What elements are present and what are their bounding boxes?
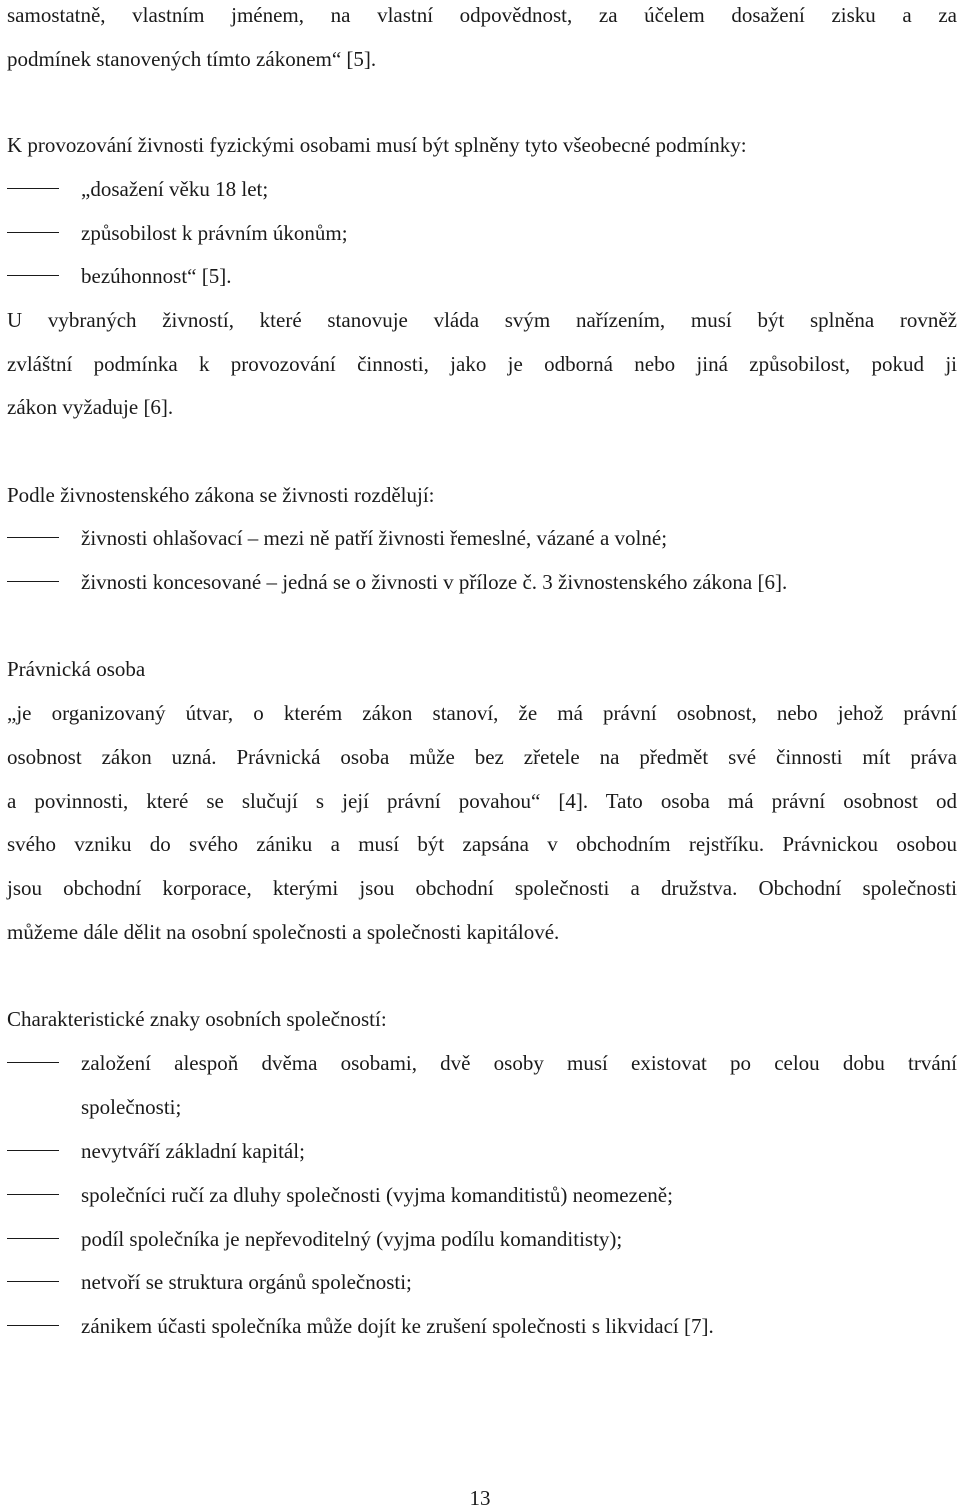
dash-bullet <box>7 1269 59 1295</box>
paragraph-line: U vybraných živností, které stanovuje vláda svým nařízením, musí být splněna rovněž <box>7 308 957 332</box>
dash-bullet <box>7 1313 59 1339</box>
division-heading: Podle živnostenského zákona se živnosti rozdělují: <box>7 483 435 507</box>
dash-bullet <box>7 1182 59 1208</box>
paragraph-line: „je organizovaný útvar, o kterém zákon stanoví, že má právní osobnost, nebo jehož právní <box>7 701 957 725</box>
legal-entity-heading: Právnická osoba <box>7 657 146 681</box>
dash-bullet <box>7 569 59 595</box>
list-item: bezúhonnost“ [5]. <box>81 264 232 288</box>
characteristics-heading: Charakteristické znaky osobních společností: <box>7 1007 387 1031</box>
list-item: živnosti koncesované – jedná se o živnosti v příloze č. 3 živnostenského zákona [6]. <box>81 570 788 594</box>
paragraph-line: jsou obchodní korporace, kterými jsou obchodní společnosti a družstva. Obchodní společnosti <box>7 876 957 900</box>
list-item: založení alespoň dvěma osobami, dvě osoby musí existovat po celou dobu trvání <box>81 1051 957 1075</box>
paragraph-line: můžeme dále dělit na osobní společnosti a společnosti kapitálové. <box>7 920 560 944</box>
list-item: zánikem účasti společníka může dojít ke zrušení společnosti s likvidací [7]. <box>81 1314 714 1338</box>
paragraph-line: zvláštní podmínka k provozování činnosti, jako je odborná nebo jiná způsobilost, pokud ji <box>7 352 957 376</box>
paragraph-line: osobnost zákon uzná. Právnická osoba může bez zřetele na předmět své činnosti mít práva <box>7 745 957 769</box>
paragraph-line: svého vzniku do svého zániku a musí být zapsána v obchodním rejstříku. Právnickou osobou <box>7 832 957 856</box>
dash-bullet <box>7 1138 59 1164</box>
list-item: podíl společníka je nepřevoditelný (vyjma podílu komanditisty); <box>81 1227 623 1251</box>
dash-bullet <box>7 1050 59 1076</box>
list-item: netvoří se struktura orgánů společnosti; <box>81 1270 412 1294</box>
paragraph-line: podmínek stanovených tímto zákonem“ [5]. <box>7 47 377 71</box>
page-number: 13 <box>469 1486 491 1510</box>
list-item: živnosti ohlašovací – mezi ně patří živnosti řemeslné, vázané a volné; <box>81 526 668 550</box>
conditions-heading: K provozování živnosti fyzickými osobami musí být splněny tyto všeobecné podmínky: <box>7 133 747 157</box>
list-item: „dosažení věku 18 let; <box>81 177 269 201</box>
list-item: způsobilost k právním úkonům; <box>81 221 348 245</box>
list-item-continuation: společnosti; <box>81 1095 182 1119</box>
paragraph-line: samostatně, vlastním jménem, na vlastní odpovědnost, za účelem dosažení zisku a za <box>7 3 957 27</box>
dash-bullet <box>7 220 59 246</box>
paragraph-line: a povinnosti, které se slučují s její právní povahou“ [4]. Tato osoba má právní osobnost od <box>7 789 957 813</box>
paragraph-line: zákon vyžaduje [6]. <box>7 395 174 419</box>
list-item: nevytváří základní kapitál; <box>81 1139 305 1163</box>
dash-bullet <box>7 176 59 202</box>
dash-bullet <box>7 263 59 289</box>
dash-bullet <box>7 525 59 551</box>
list-item: společníci ručí za dluhy společnosti (vyjma komanditistů) neomezeně; <box>81 1183 673 1207</box>
dash-bullet <box>7 1226 59 1252</box>
